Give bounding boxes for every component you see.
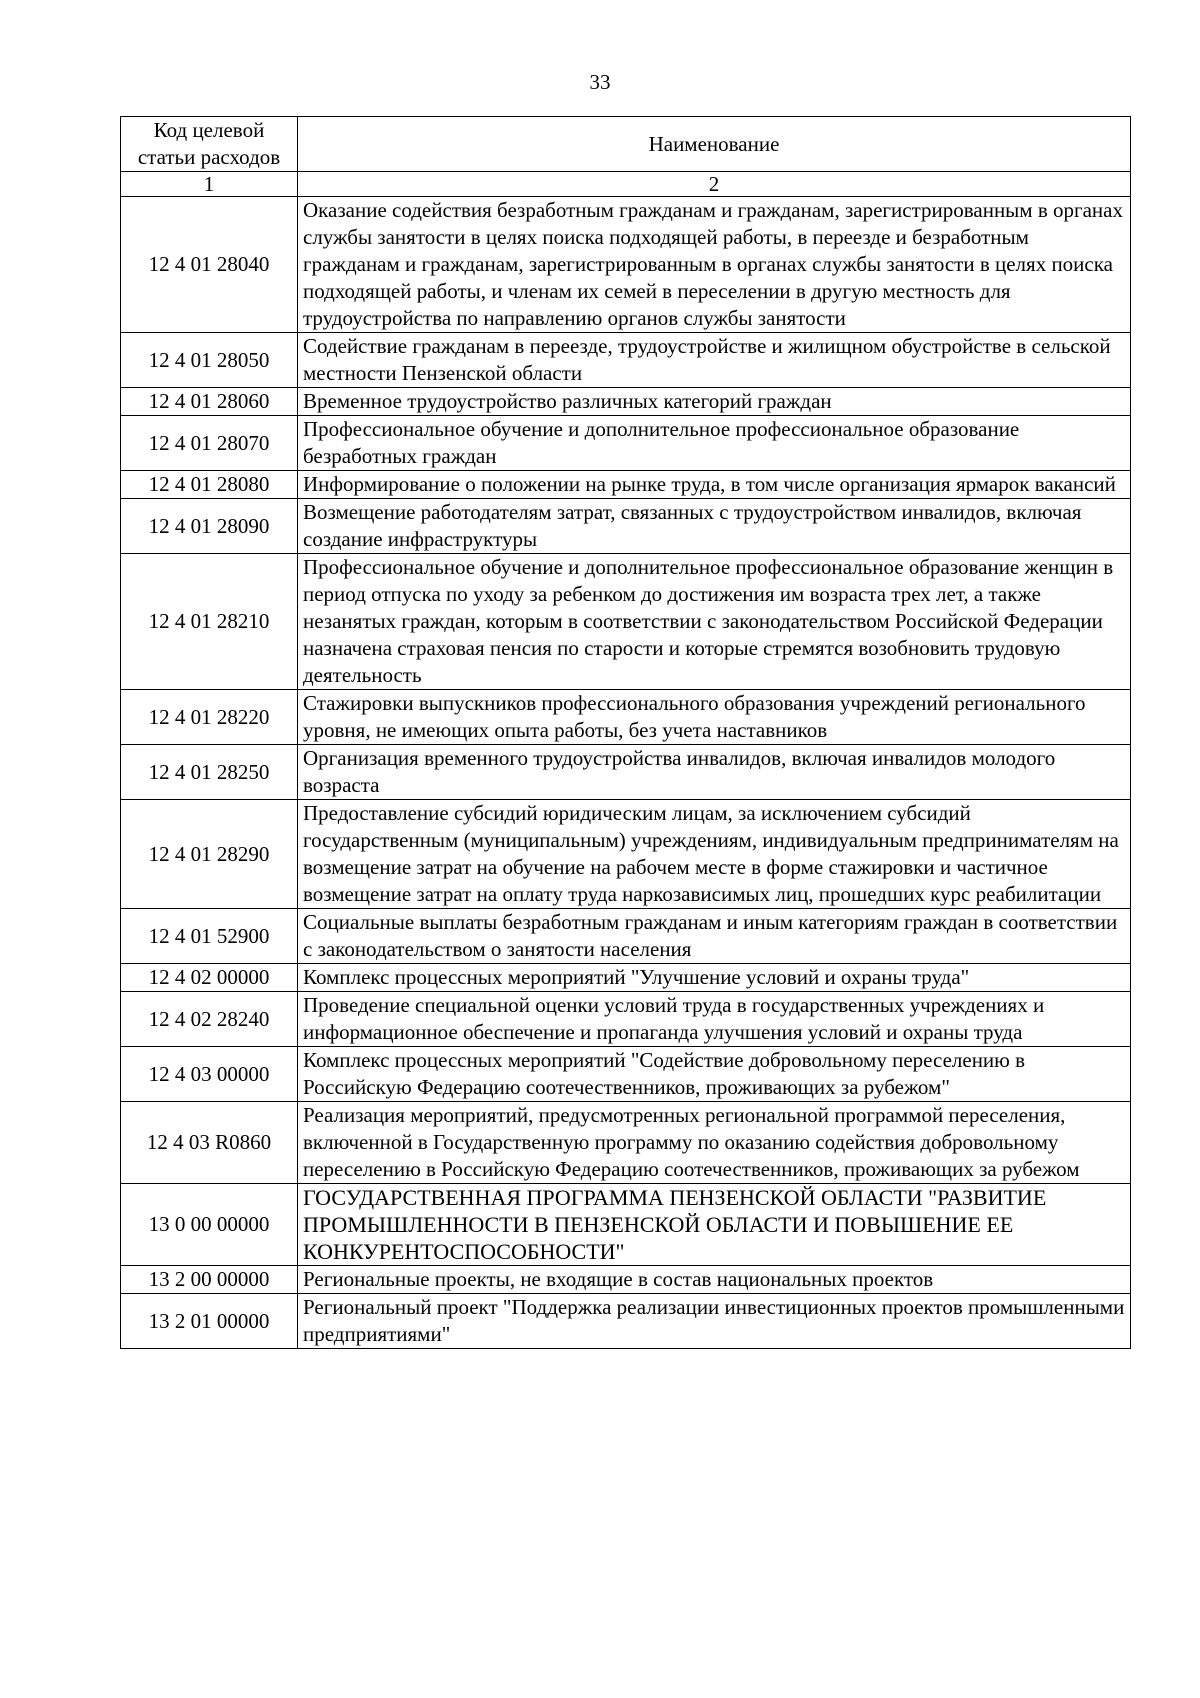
row-name: ГОСУДАРСТВЕННАЯ ПРОГРАММА ПЕНЗЕНСКОЙ ОБЛАСТИ "РАЗВИТИЕ ПРОМЫШЛЕННОСТИ В ПЕНЗЕНСКОЙ ОБЛАСТИ И ПОВЫШЕНИЕ ЕЕ КОНКУРЕНТОСПОСОБНОСТИ" — [298, 1184, 1131, 1266]
table-row — [121, 1294, 1131, 1349]
table-row — [121, 1266, 1131, 1294]
row-name: Временное трудоустройство различных категорий граждан — [298, 388, 1131, 416]
row-name: Информирование о положении на рынке труда, в том числе организация ярмарок вакансий — [298, 471, 1131, 499]
row-name: Профессиональное обучение и дополнительное профессиональное образование безработных граждан — [298, 416, 1131, 471]
header-name: Наименование — [298, 117, 1131, 172]
row-name: Социальные выплаты безработным гражданам и иным категориям граждан в соответствии с законодательством о занятости населения — [298, 909, 1131, 964]
table-row — [121, 471, 1131, 499]
row-code: 12 4 02 00000 — [121, 964, 298, 992]
row-name: Комплекс процессных мероприятий "Улучшение условий и охраны труда" — [298, 964, 1131, 992]
row-name: Региональные проекты, не входящие в состав национальных проектов — [298, 1266, 1131, 1294]
row-name: Оказание содействия безработным гражданам и гражданам, зарегистрированным в органах службы занятости в целях поиска подходящей работы, в переезде и безработным гражданам и гражданам, зарегистрированным в органах службы занятости в целях поиска подходящей работы, и членам их семей в переселении в другую местность для трудоустройства по направлению органов службы занятости — [298, 197, 1131, 333]
row-name: Содействие гражданам в переезде, трудоустройстве и жилищном обустройстве в сельской местности Пензенской области — [298, 333, 1131, 388]
row-code: 12 4 01 28080 — [121, 471, 298, 499]
row-code: 12 4 01 28050 — [121, 333, 298, 388]
row-code: 13 2 00 00000 — [121, 1266, 298, 1294]
row-code: 12 4 01 28210 — [121, 554, 298, 690]
table-row — [121, 416, 1131, 471]
row-code: 12 4 01 52900 — [121, 909, 298, 964]
table-row — [121, 800, 1131, 909]
row-name: Стажировки выпускников профессионального образования учреждений регионального уровня, не имеющих опыта работы, без учета наставников — [298, 690, 1131, 745]
row-name: Реализация мероприятий, предусмотренных региональной программой переселения, включенной в Государственную программу по оказанию содействия добровольному переселению в Российскую Федерацию соотечественников, проживающих за рубежом — [298, 1102, 1131, 1184]
table-row — [121, 554, 1131, 690]
column-number-1: 1 — [121, 172, 298, 197]
row-name: Комплекс процессных мероприятий "Содействие добровольному переселению в Российскую Федерацию соотечественников, проживающих за рубежом" — [298, 1047, 1131, 1102]
row-name: Возмещение работодателям затрат, связанных с трудоустройством инвалидов, включая создание инфраструктуры — [298, 499, 1131, 554]
budget-classification-table — [120, 116, 1131, 1349]
table-row — [121, 197, 1131, 333]
table-row — [121, 909, 1131, 964]
header-code: Код целевой статьи расходов — [121, 117, 298, 172]
table-row — [121, 499, 1131, 554]
row-code: 12 4 02 28240 — [121, 992, 298, 1047]
table-row — [121, 1102, 1131, 1184]
table-row — [121, 690, 1131, 745]
row-code: 12 4 03 00000 — [121, 1047, 298, 1102]
table-row — [121, 333, 1131, 388]
row-code: 12 4 01 28090 — [121, 499, 298, 554]
table-row — [121, 1184, 1131, 1266]
table-row — [121, 1047, 1131, 1102]
table-row — [121, 964, 1131, 992]
row-name: Проведение специальной оценки условий труда в государственных учреждениях и информационное обеспечение и пропаганда улучшения условий и охраны труда — [298, 992, 1131, 1047]
row-name: Региональный проект "Поддержка реализации инвестиционных проектов промышленными предприятиями" — [298, 1294, 1131, 1349]
row-name: Предоставление субсидий юридическим лицам, за исключением субсидий государственным (муниципальным) учреждениям, индивидуальным предпринимателям на возмещение затрат на обучение на рабочем месте в форме стажировки и частичное возмещение затрат на оплату труда наркозависимых лиц, прошедших курс реабилитации — [298, 800, 1131, 909]
row-code: 12 4 01 28060 — [121, 388, 298, 416]
table-row — [121, 745, 1131, 800]
row-code: 12 4 03 R0860 — [121, 1102, 298, 1184]
row-code: 13 0 00 00000 — [121, 1184, 298, 1266]
row-name: Профессиональное обучение и дополнительное профессиональное образование женщин в период отпуска по уходу за ребенком до достижения им возраста трех лет, а также незанятых граждан, которым в соответствии с законодательством Российской Федерации назначена страховая пенсия по старости и которые стремятся возобновить трудовую деятельность — [298, 554, 1131, 690]
row-name: Организация временного трудоустройства инвалидов, включая инвалидов молодого возраста — [298, 745, 1131, 800]
row-code: 12 4 01 28040 — [121, 197, 298, 333]
table-header-row — [121, 117, 1131, 172]
page-number: 33 — [589, 70, 611, 94]
row-code: 12 4 01 28250 — [121, 745, 298, 800]
table-row — [121, 992, 1131, 1047]
row-code: 12 4 01 28070 — [121, 416, 298, 471]
column-number-row — [121, 172, 1131, 197]
row-code: 12 4 01 28220 — [121, 690, 298, 745]
column-number-2: 2 — [298, 172, 1131, 197]
table-row — [121, 388, 1131, 416]
row-code: 12 4 01 28290 — [121, 800, 298, 909]
row-code: 13 2 01 00000 — [121, 1294, 298, 1349]
